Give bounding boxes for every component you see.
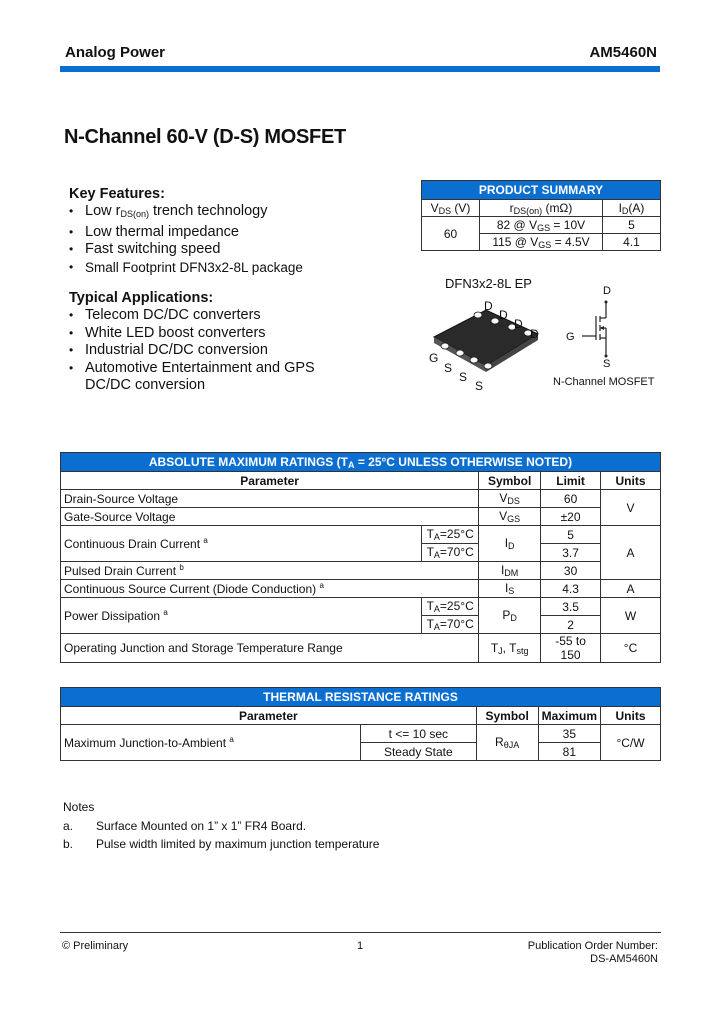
amr-header-units: Units (601, 472, 661, 490)
list-item: • Telecom DC/DC converters (69, 307, 329, 325)
key-features-list (69, 203, 399, 276)
product-summary-title: PRODUCT SUMMARY (422, 181, 661, 200)
table-row: Power Dissipation $^a$ $T_A=25^\circ C$ $P_D$ 3.5 W (61, 598, 661, 616)
page-number: 1 (357, 940, 364, 952)
list-item: • Low thermal impedance (69, 224, 399, 242)
package-label: DFN3x2-8L EP (445, 276, 532, 291)
vds-header: $V_{DS}$ (V) (422, 200, 480, 217)
typical-applications-list (69, 307, 329, 395)
table-row: Continuous Drain Current $^a$ $T_A=25^\circ C$ $I_D$ 5 A (61, 526, 661, 544)
footer-copyright: © Preliminary (62, 940, 129, 952)
symbol-pin-s: S (603, 358, 611, 370)
mosfet-symbol-icon (570, 296, 630, 368)
list-item: • Small Footprint DFN3x2-8L package (69, 259, 399, 277)
thermal-header-maximum: Maximum (538, 707, 600, 725)
symbol-pin-g: G (566, 331, 575, 343)
amr-title: ABSOLUTE MAXIMUM RATINGS ($T_A = 25^\circ C$ UNLESS OTHERWISE NOTED) (61, 453, 661, 472)
thermal-title: THERMAL RESISTANCE RATINGS (61, 688, 661, 707)
list-item: • Low $r_{DS(on)}$ trench technology (69, 203, 399, 224)
amr-header-limit: Limit (541, 472, 601, 490)
typical-applications-section (69, 290, 329, 395)
pin-label-d4: D (530, 327, 539, 341)
typical-applications-heading: Typical Applications: (69, 290, 214, 306)
table-row: Steady State 81 (61, 743, 661, 761)
table-row: Operating Junction and Storage Temperature Range $T_J$, $T_{stg}$ -55 to 150 °C (61, 634, 661, 663)
table-row: Gate-Source Voltage $V_{GS}$ ±20 (61, 508, 661, 526)
mosfet-caption: N-Channel MOSFET (553, 376, 655, 388)
part-number: AM5460N (589, 44, 657, 61)
notes-section (63, 798, 379, 854)
note-b: b. Pulse width limited by maximum junction temperature (63, 837, 380, 851)
key-features-section (69, 186, 399, 276)
footer-divider (60, 932, 661, 933)
list-item: • Automotive Entertainment and GPS DC/DC conversion (69, 360, 329, 395)
note-a: a. Surface Mounted on 1” x 1” FR4 Board. (63, 818, 307, 833)
header-bar (60, 66, 660, 72)
pin-label-s3: S (475, 379, 484, 393)
thermal-resistance-table (60, 687, 661, 761)
amr-header-parameter: Parameter (61, 472, 479, 490)
pin-label-d3: D (514, 317, 523, 331)
document-title: N-Channel 60-V (D-S) MOSFET (64, 126, 346, 148)
key-features-heading: Key Features: (69, 186, 165, 202)
thermal-header-symbol: Symbol (476, 707, 538, 725)
id-value: 4.1 (603, 234, 661, 251)
pin-label-g: G (429, 351, 439, 365)
amr-header-symbol: Symbol (479, 472, 541, 490)
id-value: 5 (603, 217, 661, 234)
pin-label-s2: S (459, 370, 468, 384)
rds-value: 82 @ $V_{GS} = 10V$ (480, 217, 603, 234)
list-item: • Fast switching speed (69, 241, 399, 259)
pin-label-d2: D (499, 308, 508, 322)
table-row: Continuous Source Current (Diode Conduction) $^a$ $I_S$ 4.3 A (61, 580, 661, 598)
absolute-max-ratings-table (60, 452, 661, 663)
id-header: $I_D(A)$ (603, 200, 661, 217)
thermal-header-units: Units (601, 707, 661, 725)
pin-label-d1: D (484, 299, 493, 313)
list-item: • White LED boost converters (69, 325, 329, 343)
table-row: $T_A=70^\circ C$ 2 (61, 616, 661, 634)
symbol-pin-d: D (603, 285, 611, 297)
product-summary-table (421, 180, 661, 251)
rds-header: $r_{DS(on)}$ (mΩ) (480, 200, 603, 217)
notes-heading: Notes (63, 800, 95, 814)
pin-label-s1: S (444, 361, 453, 375)
publication-order: Publication Order Number: DS-AM5460N (527, 940, 658, 965)
vds-value: 60 (422, 217, 480, 251)
table-row: $T_A=70^\circ C$ 3.7 (61, 544, 661, 562)
rds-value: 115 @ $V_{GS} = 4.5V$ (480, 234, 603, 251)
list-item: • Industrial DC/DC conversion (69, 342, 329, 360)
thermal-header-parameter: Parameter (61, 707, 477, 725)
table-row: Maximum Junction-to-Ambient $^a$ t <= 10 sec $R_{\theta JA}$ 35 °C/W (61, 725, 661, 743)
table-row: Pulsed Drain Current $^b$ $I_{DM}$ 30 (61, 562, 661, 580)
table-row: Drain-Source Voltage $V_{DS}$ 60 V (61, 490, 661, 508)
company-name: Analog Power (65, 44, 166, 61)
